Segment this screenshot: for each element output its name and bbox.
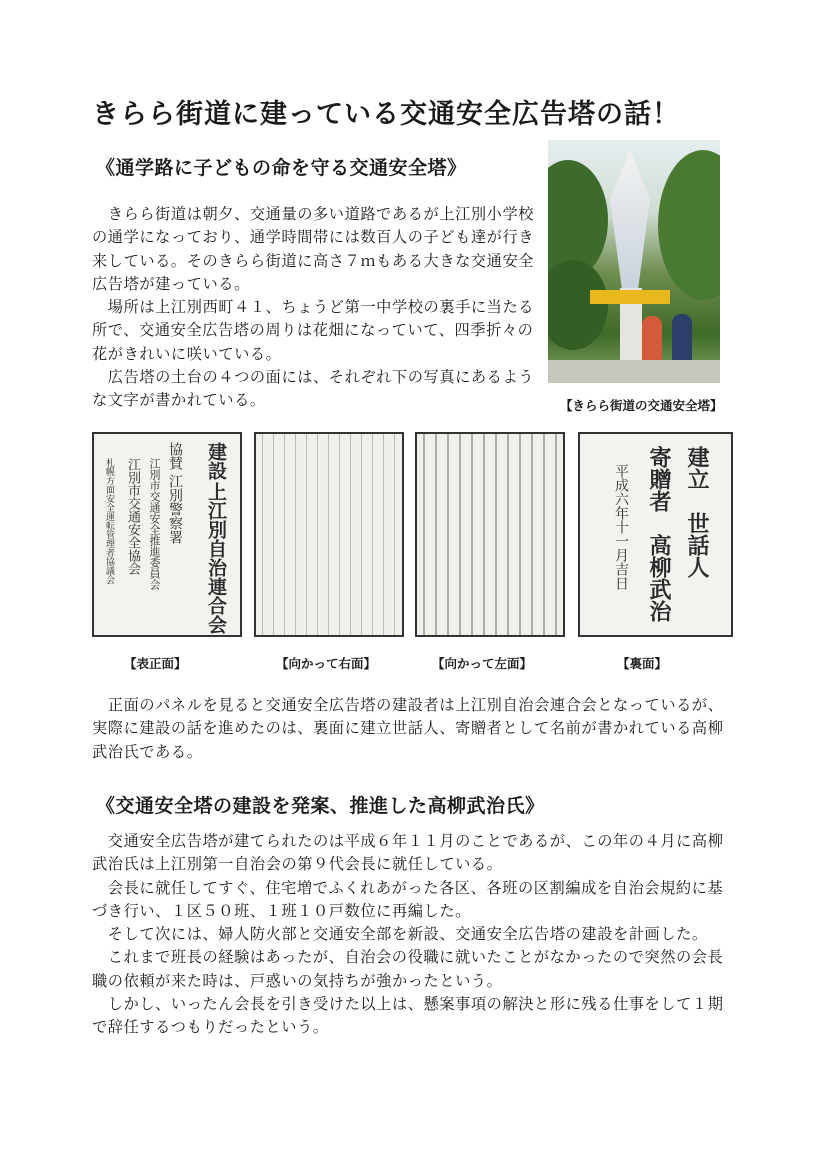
panel-front-photo [92,432,242,637]
intro-paragraph [92,203,538,413]
text-line: 職の依頼が来た時は、戸惑いの気持ちが強かったという。 [92,971,503,990]
text-line: 所で、交通安全広告塔の周りは花畑になっていて、四季折々の [92,321,534,340]
panel-text: 上江別自治連合会 [205,482,227,634]
text-line: 武治氏である。 [92,742,203,761]
text-line: そして次には、婦人防火部と交通安全部を新設、交通安全広告塔の建設を計画した。 [92,925,708,944]
text-line: 広告塔が建っている。 [92,274,250,293]
text-line: 会長に就任してすぐ、住宅増でふくれあがった各区、各班の区割編成を自治会規約に基 [92,878,724,897]
panel-text: 建立 世話人 [684,446,710,578]
panel-left-photo [415,432,565,637]
text-line: 場所は上江別西町４１、ちょうど第一中学校の裏手に当たる [92,298,535,317]
tower-shape [610,150,650,290]
panel-caption-right: 【向かって右面】 [276,656,377,671]
text-line: 正面のパネルを見ると交通安全広告塔の建設者は上江別自治会連合会となっているが、 [92,696,724,714]
panel-caption-back: 【裏面】 [617,656,668,671]
panel-text: 協賛 [167,442,183,470]
text-line: きらら街道は朝夕、交通量の多い道路であるが上江別小学校 [92,205,535,223]
panel-text: 江別市交通安全推進委員会 [148,458,161,590]
panel-text: 江別警察署 [167,474,183,544]
text-line: 武治氏は上江別第一自治会の第９代会長に就任している。 [92,855,503,874]
story-paragraph [92,830,732,1040]
middle-paragraph [92,694,732,764]
text-line: の通学になっており、通学時間帯には数百人の子ども達が行き [92,228,535,247]
panel-caption-left: 【向かって左面】 [432,656,533,671]
panel-caption-front: 【表正面】 [124,656,187,671]
panel-text: 建設 [205,442,227,480]
panel-back-photo [578,432,733,637]
panel-text: 寄贈者 高柳武治 [646,446,672,622]
text-line: で辞任するつもりだったという。 [92,1018,329,1037]
text-line: しかし、いったん会長を引き受けた以上は、懸案事項の解決と形に残る仕事をして１期 [92,995,724,1014]
page-title: きらら街道に建っている交通安全広告塔の話！ [92,99,680,130]
panel-text: 平成六年十一月吉日 [613,464,629,590]
panel-text: 江別市交通安全協会 [125,458,140,575]
text-line: 花がきれいに咲いている。 [92,344,282,363]
text-line: 来している。そのきらら街道に高さ７ｍもある大きな交通安全 [92,251,535,270]
section-heading-1: 《通学路に子どもの命を守る交通安全塔》 [96,157,467,179]
tower-photo [548,140,720,383]
section-heading-2: 《交通安全塔の建設を発案、推進した高柳武治氏》 [96,795,545,817]
panel-right-photo [254,432,404,637]
photo-caption: 【きらら街道の交通安全塔】 [560,398,723,413]
text-line: 実際に建設の話を進めたのは、裏面に建立世話人、寄贈者として名前が書かれている高柳 [92,719,724,738]
text-line: 交通安全広告塔が建てられたのは平成６年１１月のことであるが、この年の４月に高柳 [92,832,724,850]
panel-text: 札幌方面安全運転管理者協議会 [104,458,114,584]
text-line: づき行い、１区５０班、１班１０戸数位に再編した。 [92,901,471,920]
text-line: これまで班長の経験はあったが、自治会の役職に就いたことがなかったので突然の会長 [92,948,724,967]
text-line: な文字が書かれている。 [92,391,266,410]
text-line: 広告塔の土台の４つの面には、それぞれ下の写真にあるよう [92,368,535,387]
